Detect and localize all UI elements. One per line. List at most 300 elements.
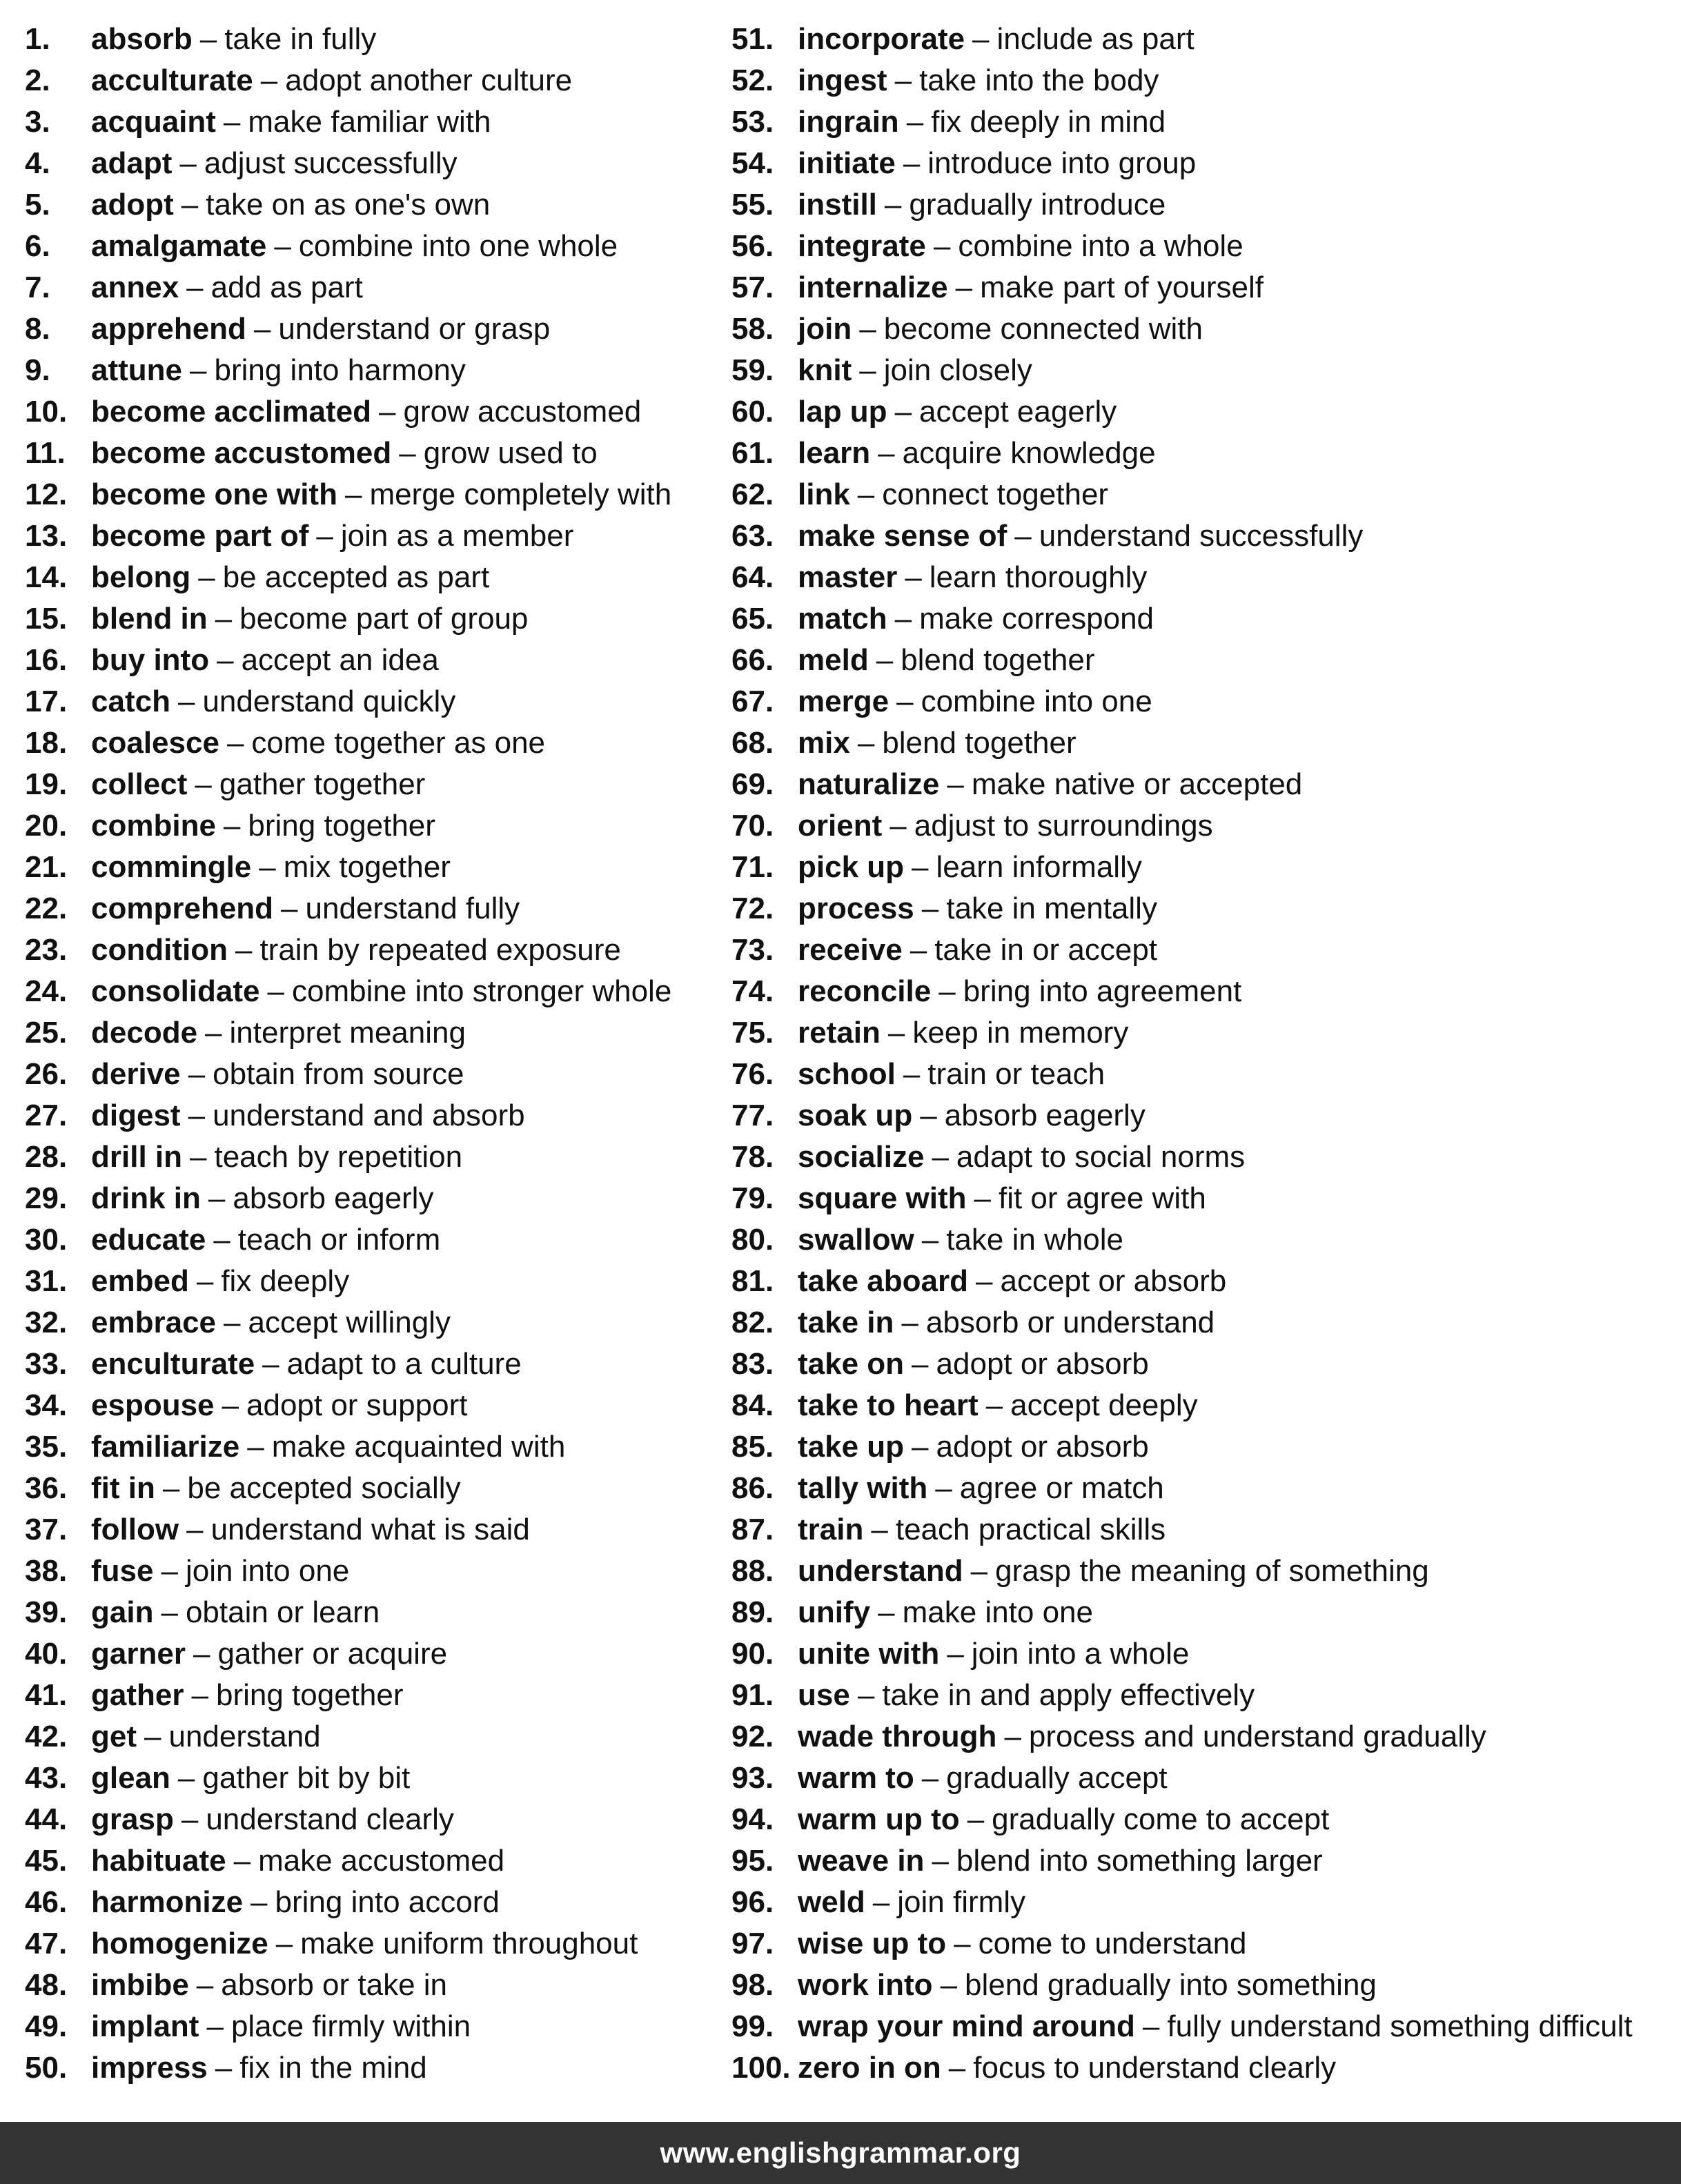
entry-definition: make uniform throughout [300, 1927, 638, 1960]
entry-separator: – [935, 1471, 952, 1505]
entry-number: 38. [25, 1554, 68, 1588]
entry-word: annex [91, 270, 179, 304]
list-item [731, 1054, 1677, 1095]
entry-word: take to heart [798, 1388, 979, 1422]
entry-separator: – [896, 685, 914, 718]
list-item [731, 1509, 1677, 1551]
list-item [731, 1840, 1677, 1882]
list-item [25, 557, 715, 598]
entry-word: habituate [91, 1844, 226, 1878]
entry-number: 89. [731, 1595, 774, 1629]
list-item [731, 515, 1677, 557]
entry-number: 17. [25, 685, 68, 718]
entry-separator: – [903, 1057, 921, 1091]
list-item [25, 19, 715, 60]
entry-number: 37. [25, 1513, 68, 1546]
entry-word: use [798, 1678, 850, 1712]
entry-definition: learn thoroughly [929, 560, 1148, 594]
entry-separator: – [274, 229, 291, 263]
entry-definition: absorb or take in [221, 1968, 448, 2002]
list-item [731, 1344, 1677, 1385]
entry-definition: join into one [185, 1554, 350, 1588]
entry-definition: become connected with [883, 312, 1203, 346]
list-item [25, 391, 715, 433]
entry-number: 22. [25, 892, 68, 925]
list-item [25, 805, 715, 847]
entry-separator: – [903, 146, 921, 180]
entry-definition: gradually come to accept [992, 1802, 1330, 1836]
entry-separator: – [857, 1678, 875, 1712]
list-item [25, 1551, 715, 1592]
entry-word: reconcile [798, 974, 932, 1008]
entry-separator: – [857, 478, 875, 511]
entry-separator: – [921, 892, 939, 925]
list-item [25, 1095, 715, 1137]
entry-definition: fix deeply in mind [931, 105, 1166, 139]
entry-number: 56. [731, 229, 774, 263]
entry-number: 23. [25, 933, 68, 967]
list-item [731, 681, 1677, 722]
entry-word: garner [91, 1637, 186, 1671]
list-item [731, 1923, 1677, 1965]
entry-separator: – [188, 1099, 206, 1132]
entry-separator: – [921, 1761, 939, 1795]
entry-separator: – [181, 188, 199, 222]
entry-word: internalize [798, 270, 948, 304]
entry-number: 35. [25, 1430, 68, 1464]
entry-separator: – [876, 643, 894, 677]
entry-number: 40. [25, 1637, 68, 1671]
entry-definition: take into the body [919, 63, 1159, 97]
entry-definition: understand successfully [1039, 519, 1364, 553]
entry-definition: understand and absorb [213, 1099, 525, 1132]
list-item [25, 888, 715, 929]
list-item [731, 1675, 1677, 1716]
list-item [25, 1592, 715, 1633]
entry-definition: grow used to [423, 436, 598, 470]
entry-definition: make correspond [919, 602, 1154, 636]
entry-definition: understand or grasp [278, 312, 551, 346]
entry-separator: – [144, 1720, 161, 1753]
entry-separator: – [871, 1513, 888, 1546]
entry-number: 90. [731, 1637, 774, 1671]
entry-number: 52. [731, 63, 774, 97]
entry-number: 57. [731, 270, 774, 304]
entry-definition: take in whole [946, 1223, 1124, 1257]
list-item [731, 929, 1677, 971]
entry-number: 43. [25, 1761, 68, 1795]
entry-word: become one with [91, 478, 337, 511]
entry-word: acculturate [91, 63, 253, 97]
entry-definition: blend together [901, 643, 1095, 677]
entry-word: wrap your mind around [798, 2009, 1135, 2043]
entry-word: blend in [91, 602, 208, 636]
entry-separator: – [920, 1099, 937, 1132]
list-item [731, 391, 1677, 433]
entry-separator: – [972, 22, 990, 56]
entry-number: 21. [25, 850, 68, 884]
entry-separator: – [954, 1927, 971, 1960]
list-item [25, 433, 715, 474]
list-item [731, 350, 1677, 391]
entry-number: 71. [731, 850, 774, 884]
word-list [0, 19, 1681, 2096]
entry-word: glean [91, 1761, 170, 1795]
entry-word: enculturate [91, 1347, 255, 1381]
entry-number: 99. [731, 2009, 774, 2043]
entry-number: 12. [25, 478, 68, 511]
entry-number: 78. [731, 1140, 774, 1174]
list-item [731, 598, 1677, 640]
entry-definition: adopt or support [246, 1388, 468, 1422]
entry-definition: keep in memory [912, 1016, 1129, 1050]
entry-definition: train or teach [927, 1057, 1105, 1091]
entry-word: belong [91, 560, 191, 594]
entry-number: 88. [731, 1554, 774, 1588]
list-item [731, 19, 1677, 60]
entry-definition: process and understand gradually [1028, 1720, 1486, 1753]
entry-word: drill in [91, 1140, 182, 1174]
entry-word: socialize [798, 1140, 925, 1174]
list-item [25, 1758, 715, 1799]
entry-separator: – [181, 1802, 199, 1836]
list-item [731, 847, 1677, 888]
list-item [731, 1219, 1677, 1261]
entry-definition: acquire knowledge [902, 436, 1156, 470]
entry-word: collect [91, 767, 188, 801]
entry-word: receive [798, 933, 903, 967]
entry-word: imbibe [91, 1968, 189, 2002]
entry-definition: be accepted socially [187, 1471, 461, 1505]
entry-definition: accept eagerly [919, 395, 1117, 429]
entry-definition: agree or match [959, 1471, 1164, 1505]
list-item [25, 1178, 715, 1219]
list-item [731, 474, 1677, 515]
entry-number: 91. [731, 1678, 774, 1712]
entry-separator: – [259, 850, 276, 884]
word-list-right-column [731, 19, 1677, 2089]
list-item [25, 640, 715, 681]
entry-word: unify [798, 1595, 871, 1629]
entry-separator: – [857, 726, 875, 760]
entry-number: 82. [731, 1306, 774, 1339]
entry-word: knit [798, 353, 852, 387]
entry-number: 34. [25, 1388, 68, 1422]
list-item [731, 2047, 1677, 2089]
entry-separator: – [889, 809, 907, 843]
entry-word: decode [91, 1016, 198, 1050]
entry-word: naturalize [798, 767, 940, 801]
entry-definition: combine into a whole [958, 229, 1243, 263]
entry-word: understand [798, 1554, 963, 1588]
entry-number: 15. [25, 602, 68, 636]
entry-word: match [798, 602, 887, 636]
entry-separator: – [932, 1140, 949, 1174]
entry-definition: learn informally [936, 850, 1142, 884]
entry-word: process [798, 892, 914, 925]
list-item [731, 557, 1677, 598]
entry-definition: accept deeply [1010, 1388, 1198, 1422]
entry-separator: – [912, 850, 929, 884]
list-item [25, 1137, 715, 1178]
entry-separator: – [215, 602, 233, 636]
entry-number: 13. [25, 519, 68, 553]
entry-number: 31. [25, 1264, 68, 1298]
entry-separator: – [179, 146, 197, 180]
entry-separator: – [191, 1678, 208, 1712]
entry-separator: – [378, 395, 396, 429]
entry-separator: – [262, 1347, 279, 1381]
list-item [731, 1426, 1677, 1468]
entry-separator: – [955, 270, 973, 304]
entry-word: harmonize [91, 1885, 244, 1919]
entry-separator: – [186, 270, 204, 304]
entry-definition: mix together [283, 850, 451, 884]
entry-definition: merge completely with [369, 478, 672, 511]
list-item [731, 1716, 1677, 1758]
list-item [25, 1385, 715, 1426]
entry-separator: – [250, 1885, 268, 1919]
entry-word: attune [91, 353, 182, 387]
list-item [25, 1054, 715, 1095]
entry-number: 46. [25, 1885, 68, 1919]
entry-word: educate [91, 1223, 206, 1257]
entry-number: 100. [731, 2051, 791, 2085]
entry-number: 18. [25, 726, 68, 760]
entry-number: 9. [25, 353, 50, 387]
entry-separator: – [878, 1595, 895, 1629]
list-item [731, 640, 1677, 681]
list-item [731, 1095, 1677, 1137]
entry-separator: – [190, 1140, 207, 1174]
list-item [731, 1012, 1677, 1054]
entry-word: gather [91, 1678, 184, 1712]
entry-definition: place firmly within [230, 2009, 471, 2043]
entry-separator: – [933, 229, 951, 263]
entry-definition: include as part [996, 22, 1195, 56]
entry-definition: make native or accepted [971, 767, 1303, 801]
entry-word: take on [798, 1347, 905, 1381]
entry-number: 55. [731, 188, 774, 222]
entry-word: absorb [91, 22, 193, 56]
entry-definition: understand clearly [206, 1802, 454, 1836]
list-item [731, 101, 1677, 143]
entry-word: embed [91, 1264, 189, 1298]
entry-definition: come together as one [251, 726, 546, 760]
entry-separator: – [894, 395, 912, 429]
entry-separator: – [948, 2051, 966, 2085]
entry-separator: – [222, 1388, 239, 1422]
entry-definition: introduce into group [927, 146, 1197, 180]
list-item [731, 2006, 1677, 2047]
list-item [25, 2047, 715, 2089]
entry-separator: – [894, 602, 912, 636]
entry-definition: come to understand [978, 1927, 1247, 1960]
list-item [731, 722, 1677, 764]
list-item [25, 1965, 715, 2006]
entry-number: 7. [25, 270, 50, 304]
footer-website-link[interactable]: www.englishgrammar.org [660, 2136, 1021, 2169]
entry-number: 69. [731, 767, 774, 801]
entry-definition: adopt or absorb [936, 1430, 1149, 1464]
entry-definition: take on as one's own [206, 188, 491, 222]
entry-separator: – [974, 1181, 991, 1215]
entry-word: familiarize [91, 1430, 240, 1464]
entry-separator: – [859, 353, 876, 387]
entry-word: buy into [91, 643, 210, 677]
entry-separator: – [1142, 2009, 1160, 2043]
entry-word: warm to [798, 1761, 914, 1795]
entry-word: link [798, 478, 850, 511]
entry-separator: – [226, 726, 244, 760]
entry-number: 59. [731, 353, 774, 387]
entry-word: take in [798, 1306, 894, 1339]
entry-number: 61. [731, 436, 774, 470]
entry-word: impress [91, 2051, 208, 2085]
list-item [731, 1882, 1677, 1923]
entry-number: 63. [731, 519, 774, 553]
entry-word: learn [798, 436, 871, 470]
entry-separator: – [196, 1968, 214, 2002]
entry-separator: – [260, 63, 278, 97]
entry-definition: grow accustomed [403, 395, 642, 429]
list-item [731, 1468, 1677, 1509]
list-item [25, 350, 715, 391]
entry-separator: – [161, 1554, 178, 1588]
entry-word: fit in [91, 1471, 155, 1505]
entry-number: 4. [25, 146, 50, 180]
list-item [731, 143, 1677, 184]
entry-separator: – [1014, 519, 1032, 553]
entry-number: 85. [731, 1430, 774, 1464]
list-item [731, 1385, 1677, 1426]
entry-separator: – [199, 22, 217, 56]
list-item [25, 1840, 715, 1882]
entry-number: 39. [25, 1595, 68, 1629]
entry-word: take aboard [798, 1264, 968, 1298]
entry-separator: – [887, 1016, 905, 1050]
entry-separator: – [213, 1223, 230, 1257]
entry-separator: – [967, 1802, 985, 1836]
entry-word: become acclimated [91, 395, 371, 429]
entry-definition: make part of yourself [980, 270, 1264, 304]
entry-word: weave in [798, 1844, 925, 1878]
entry-definition: blend together [882, 726, 1077, 760]
entry-word: pick up [798, 850, 905, 884]
entry-number: 76. [731, 1057, 774, 1091]
entry-word: ingrain [798, 105, 899, 139]
entry-number: 14. [25, 560, 68, 594]
list-item [731, 308, 1677, 350]
entry-separator: – [196, 1264, 214, 1298]
list-item [25, 1012, 715, 1054]
entry-separator: – [198, 560, 215, 594]
entry-word: unite with [798, 1637, 940, 1671]
entry-word: master [798, 560, 898, 594]
list-item [731, 1178, 1677, 1219]
entry-number: 84. [731, 1388, 774, 1422]
entry-word: soak up [798, 1099, 913, 1132]
entry-definition: teach or inform [237, 1223, 441, 1257]
entry-definition: combine into one [921, 685, 1152, 718]
entry-number: 41. [25, 1678, 68, 1712]
entry-number: 79. [731, 1181, 774, 1215]
entry-number: 62. [731, 478, 774, 511]
list-item [25, 184, 715, 226]
list-item [25, 1219, 715, 1261]
entry-number: 27. [25, 1099, 68, 1132]
entry-word: orient [798, 809, 883, 843]
entry-number: 86. [731, 1471, 774, 1505]
entry-word: grasp [91, 1802, 174, 1836]
list-item [731, 1302, 1677, 1344]
entry-word: weld [798, 1885, 865, 1919]
entry-definition: understand quickly [202, 685, 456, 718]
entry-number: 45. [25, 1844, 68, 1878]
entry-word: embrace [91, 1306, 217, 1339]
entry-number: 20. [25, 809, 68, 843]
list-item [25, 722, 715, 764]
entry-number: 19. [25, 767, 68, 801]
entry-separator: – [921, 1223, 939, 1257]
entry-definition: make familiar with [248, 105, 491, 139]
list-item [731, 971, 1677, 1012]
entry-word: digest [91, 1099, 181, 1132]
entry-word: retain [798, 1016, 881, 1050]
entry-definition: join into a whole [971, 1637, 1190, 1671]
entry-definition: adjust successfully [204, 146, 458, 180]
entry-separator: – [1004, 1720, 1021, 1753]
entry-number: 26. [25, 1057, 68, 1091]
entry-number: 47. [25, 1927, 68, 1960]
entry-separator: – [905, 560, 922, 594]
entry-number: 29. [25, 1181, 68, 1215]
entry-number: 98. [731, 1968, 774, 2002]
entry-separator: – [872, 1885, 890, 1919]
entry-definition: blend gradually into something [965, 1968, 1377, 2002]
entry-separator: – [188, 1057, 206, 1091]
entry-word: catch [91, 685, 170, 718]
entry-definition: take in fully [224, 22, 377, 56]
entry-separator: – [912, 1430, 929, 1464]
entry-separator: – [186, 1513, 204, 1546]
entry-definition: absorb or understand [925, 1306, 1215, 1339]
entry-separator: – [894, 63, 912, 97]
list-item [25, 101, 715, 143]
entry-word: condition [91, 933, 228, 967]
entry-number: 6. [25, 229, 50, 263]
list-item [25, 143, 715, 184]
entry-definition: fix in the mind [239, 2051, 427, 2085]
entry-separator: – [399, 436, 416, 470]
entry-number: 5. [25, 188, 50, 222]
entry-definition: gather or acquire [217, 1637, 448, 1671]
entry-definition: teach by repetition [214, 1140, 463, 1174]
entry-separator: – [344, 478, 362, 511]
entry-word: become accustomed [91, 436, 392, 470]
entry-number: 16. [25, 643, 68, 677]
entry-definition: obtain from source [213, 1057, 464, 1091]
entry-separator: – [884, 188, 902, 222]
entry-word: join [798, 312, 852, 346]
entry-definition: focus to understand clearly [973, 2051, 1337, 2085]
entry-number: 28. [25, 1140, 68, 1174]
entry-definition: fully understand something difficult [1167, 2009, 1633, 2043]
entry-separator: – [162, 1471, 180, 1505]
entry-separator: – [193, 1637, 210, 1671]
entry-word: combine [91, 809, 216, 843]
entry-word: instill [798, 188, 877, 222]
